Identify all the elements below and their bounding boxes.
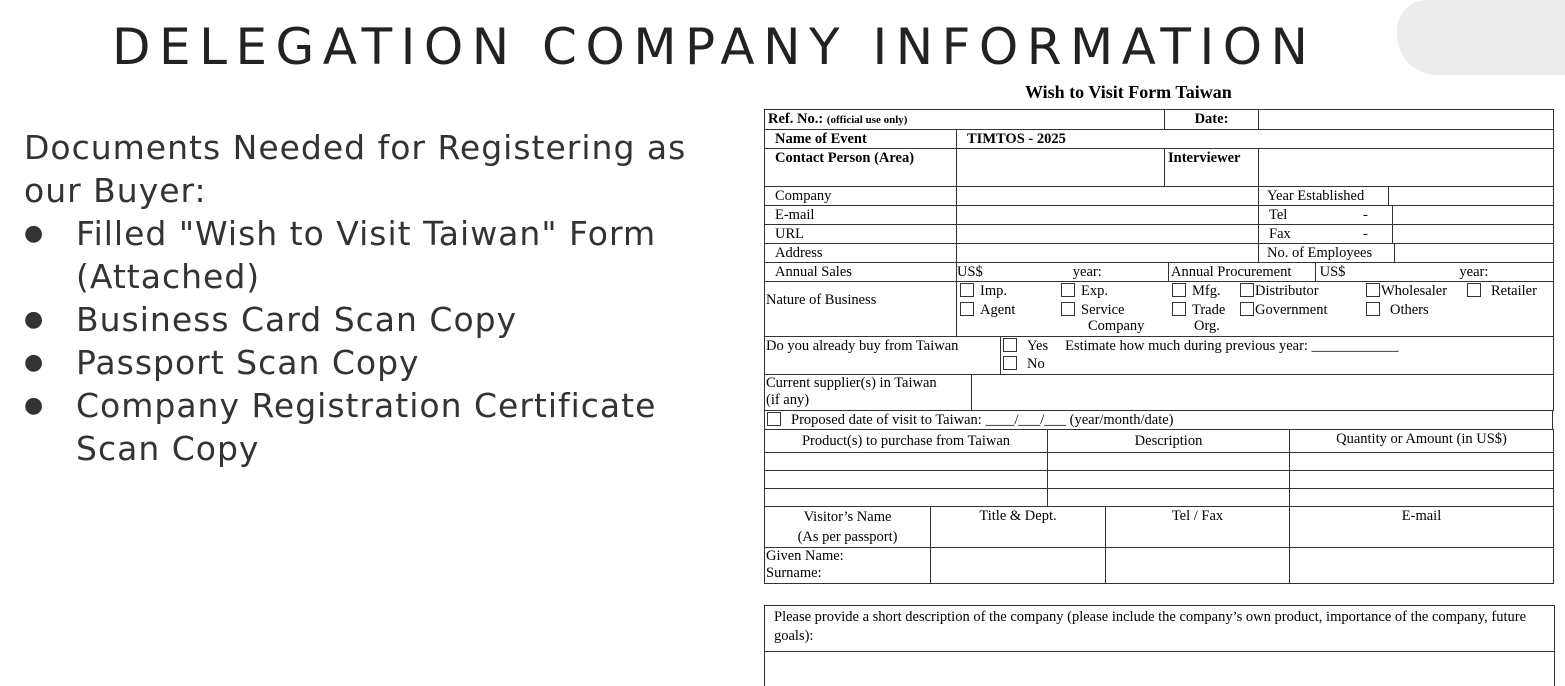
address-label: Address [765,244,957,263]
checkbox[interactable] [1467,283,1481,297]
list-item [24,212,714,298]
bullet-icon: ● [24,221,45,246]
fax-field[interactable] [1363,225,1554,244]
description-cell[interactable] [1048,453,1290,471]
procurement-currency: US$ [1319,264,1346,280]
address-field[interactable] [957,244,1259,263]
nature-agent-option[interactable] [960,301,1015,319]
checkbox[interactable] [1172,283,1186,297]
procurement-label: Annual Procurement [1171,263,1316,281]
option-label: Yes [1027,338,1049,354]
suppliers-label [765,375,972,411]
form-title: Wish to Visit Form Taiwan [1025,82,1232,102]
description-cell[interactable] [1048,471,1290,489]
nature-label: Nature of Business [766,292,877,308]
documents-intro [24,126,714,470]
company-field[interactable] [957,187,1259,206]
proposed-date-row[interactable] [765,411,1553,430]
company-description-box[interactable] [764,605,1555,686]
product-cell[interactable] [765,453,1048,471]
ref-label: Ref. No.: [768,111,824,127]
option-label: Imp. [980,283,1007,299]
event-value[interactable]: TIMTOS - 2025 [957,130,1554,149]
option-label: Trade [1192,302,1226,318]
fax-label: Fax [1259,225,1393,244]
option-label: Distributor [1255,283,1319,299]
title-dept-header: Title & Dept. [931,507,1106,548]
description-cell[interactable] [1048,489,1290,507]
email-field-visitor[interactable] [1290,548,1554,584]
list-item-text: Business Card Scan Copy [76,300,518,339]
list-item [24,384,714,470]
slide-title: DELEGATION COMPANY INFORMATION [112,18,1317,76]
nature-imp-option[interactable] [960,282,1007,300]
company-description-prompt: Please provide a short description of the company (please include the company’s own product, importance of the company, future goals): [774,609,1527,644]
option-label: Others [1390,302,1429,318]
fax-dash: - [1363,226,1368,242]
ref-note: (official use only) [826,114,908,126]
checkbox[interactable] [1061,283,1075,297]
bullet-icon: ● [24,307,45,332]
bullet-icon: ● [24,350,45,375]
procurement-year-label: year: [1459,264,1489,280]
nature-government-option[interactable] [1240,301,1327,319]
option-label: Retailer [1491,283,1537,299]
option-label: Mfg. [1192,283,1221,299]
company-info-table [764,186,1554,263]
buy-no-row [1003,355,1550,373]
suppliers-label-line2: (if any) [766,392,810,408]
product-cell[interactable] [765,489,1048,507]
interviewer-label: Interviewer [1165,149,1259,187]
table-row [765,471,1554,489]
surname-label: Surname: [766,565,822,581]
table-row [765,453,1554,471]
quantity-header: Quantity or Amount (in US$) [1290,430,1554,453]
list-item-text: Passport Scan Copy [76,343,420,382]
no-option[interactable] [1003,356,1045,372]
product-cell[interactable] [765,471,1048,489]
option-label: Service [1081,302,1125,318]
annual-sales-label: Annual Sales [765,263,957,282]
table-row [765,489,1554,507]
employees-label: No. of Employees [1267,244,1395,262]
nature-label-cell [765,282,957,337]
email-label: E-mail [765,206,957,225]
email-field[interactable] [957,206,1259,225]
checkbox[interactable] [1366,302,1380,316]
option-label: Agent [980,302,1016,318]
nature-others-option[interactable] [1366,301,1429,319]
company-label: Company [765,187,957,206]
buy-yes-row [1003,337,1550,355]
suppliers-label-line1: Current supplier(s) in Taiwan [766,375,937,391]
checkbox[interactable] [1240,302,1254,316]
list-item-text: Company Registration Certificate Scan Copy [76,386,657,468]
tel-fax-field[interactable] [1106,548,1290,584]
checkbox[interactable] [1172,302,1186,316]
given-name-label: Given Name: [766,548,844,564]
url-field[interactable] [957,225,1259,244]
list-item [24,298,714,341]
tel-field[interactable] [1363,206,1554,225]
nature-retailer-option[interactable] [1467,282,1537,300]
visitor-table [764,506,1554,584]
buy-table [764,336,1554,375]
nature-exp-option[interactable] [1061,282,1108,300]
form-header-table [764,109,1554,187]
title-dept-field[interactable] [931,548,1106,584]
nature-trade-line2: Org. [1194,318,1220,334]
event-label: Name of Event [765,130,957,149]
email-header: E-mail [1290,507,1554,548]
supplier-table [764,374,1554,411]
tel-label: Tel [1259,206,1393,225]
contact-label: Contact Person (Area) [765,149,957,187]
quantity-cell[interactable] [1290,453,1554,471]
year-established-cell [1259,187,1554,206]
yes-option[interactable] [1003,338,1048,354]
products-header: Product(s) to purchase from Taiwan [765,430,1048,453]
checkbox[interactable] [1061,302,1075,316]
year-established-label: Year Established [1267,187,1389,205]
suppliers-field[interactable] [972,375,1554,411]
tel-dash: - [1363,207,1368,223]
quantity-cell[interactable] [1290,489,1554,507]
visit-date-table [764,410,1553,430]
intro-line-2: our Buyer: [24,171,207,210]
checkbox[interactable] [1003,338,1017,352]
date-label: Date: [1165,110,1259,130]
employees-cell [1259,244,1554,263]
description-header: Description [1048,430,1290,453]
visitor-name-header [765,507,931,548]
nature-grid [957,282,1553,336]
nature-distributor-option[interactable] [1240,282,1319,300]
corner-decoration [1397,0,1565,75]
annual-sales-field[interactable] [957,263,1169,282]
visitor-name-line1: Visitor’s Name [803,509,892,525]
url-label: URL [765,225,957,244]
products-table [764,429,1554,507]
divider [765,651,1554,652]
proposed-date-text: Proposed date of visit to Taiwan: ____/___/___ (year/month/date) [791,412,1174,428]
interviewer-field[interactable] [1259,149,1554,187]
list-item-text: Filled "Wish to Visit Taiwan" Form (Attached) [76,214,657,296]
sales-year-label: year: [1072,264,1102,280]
nature-options [957,282,1554,337]
visitor-name-line2: (As per passport) [797,529,898,545]
option-label: Exp. [1081,283,1108,299]
procurement-cell[interactable] [1169,263,1554,282]
checkbox[interactable] [960,302,974,316]
bullet-icon: ● [24,393,45,418]
checkbox[interactable] [1366,283,1380,297]
ref-cell [765,110,1165,130]
nature-service-line2: Company [1088,318,1145,334]
option-label: No [1027,356,1045,372]
checkbox[interactable] [1240,283,1254,297]
estimate-text: Estimate how much during previous year: ____________ [1065,338,1399,354]
date-field[interactable] [1259,110,1554,130]
intro-line-1: Documents Needed for Registering as [24,128,687,167]
option-label: Government [1255,302,1328,318]
nature-wholesaler-option[interactable] [1366,282,1447,300]
option-label: Wholesaler [1381,283,1448,299]
nature-mfg-option[interactable] [1172,282,1221,300]
checkbox[interactable] [767,412,781,426]
quantity-cell[interactable] [1290,471,1554,489]
buy-question: Do you already buy from Taiwan [765,337,1001,375]
list-item [24,341,714,384]
tel-fax-header: Tel / Fax [1106,507,1290,548]
buy-answer [1001,337,1554,375]
business-table [764,262,1554,337]
checkbox[interactable] [1003,356,1017,370]
contact-field[interactable] [957,149,1165,187]
checkbox[interactable] [960,283,974,297]
wish-to-visit-form [764,109,1553,584]
visitor-name-fields[interactable] [765,548,931,584]
sales-currency: US$ [957,264,983,280]
documents-list [24,212,714,470]
